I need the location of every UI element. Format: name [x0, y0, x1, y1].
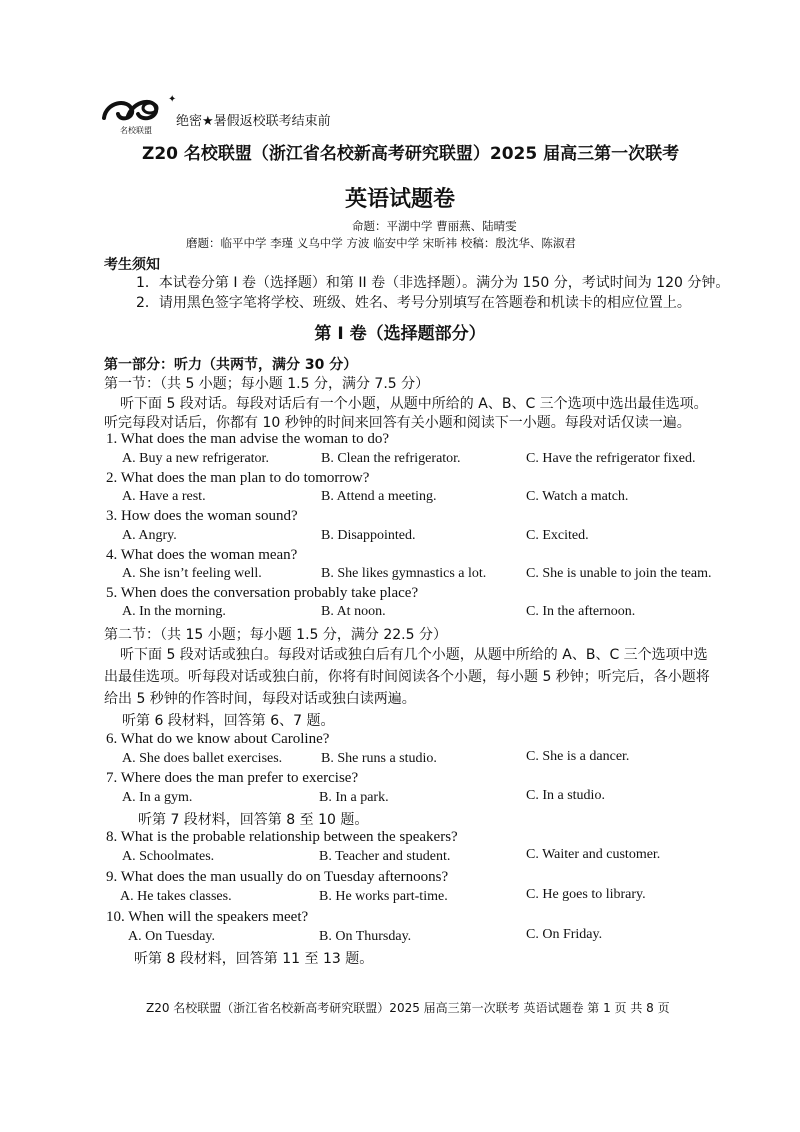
question-8: 8. What is the probable relationship between the speakers? [106, 829, 458, 845]
question-10: 10. When will the speakers meet? [106, 909, 309, 925]
section1-intro-line-1: 听下面 5 段对话。每段对话后有一个小题，从题中所给的 A、B、C 三个选项中选出最佳选项。 [120, 396, 708, 412]
listening-heading: 第一部分：听力（共两节，满分 30 分） [104, 357, 358, 373]
q4-option-c: C. She is unable to join the team. [526, 566, 712, 581]
reviewer-credits: 磨题：临平中学 李瑾 义乌中学 方波 临安中学 宋昕祎 校稿：殷沈华、陈淑君 [186, 236, 576, 250]
notice-item-2: 2．请用黑色签字笔将学校、班级、姓名、考号分别填写在答题卷和机读卡的相应位置上。 [136, 295, 691, 311]
logo-text: 名校联盟 [120, 126, 152, 135]
question-4: 4. What does the woman mean? [106, 547, 298, 563]
material-8-instruction: 听第 8 段材料，回答第 11 至 13 题。 [134, 951, 374, 967]
q8-option-c: C. Waiter and customer. [526, 847, 661, 862]
q2-option-c: C. Watch a match. [526, 489, 629, 504]
q5-option-b: B. At noon. [321, 604, 386, 619]
q10-option-b: B. On Thursday. [319, 929, 412, 944]
q3-option-b: B. Disappointed. [321, 528, 416, 543]
q4-option-b: B. She likes gymnastics a lot. [321, 566, 487, 581]
q2-option-a: A. Have a rest. [122, 489, 206, 504]
z20-league-logo [98, 92, 176, 136]
setter-credits: 命题：平湖中学 曹丽燕、陆晴雯 [352, 219, 517, 233]
q6-option-a: A. She does ballet exercises. [122, 751, 283, 766]
q8-option-a: A. Schoolmates. [122, 849, 215, 864]
q6-option-c: C. She is a dancer. [526, 749, 630, 764]
q1-option-a: A. Buy a new refrigerator. [122, 451, 269, 466]
q3-option-a: A. Angry. [122, 528, 177, 543]
q7-option-c: C. In a studio. [526, 788, 605, 803]
question-7: 7. Where does the man prefer to exercise? [106, 770, 359, 786]
q9-option-b: B. He works part-time. [319, 889, 448, 904]
q10-option-a: A. On Tuesday. [128, 929, 215, 944]
q2-option-b: B. Attend a meeting. [321, 489, 437, 504]
q10-option-c: C. On Friday. [526, 927, 603, 942]
question-3: 3. How does the woman sound? [106, 508, 298, 524]
exam-title: Z20 名校联盟（浙江省名校新高考研究联盟）2025 届高三第一次联考 [142, 144, 680, 164]
question-1: 1. What does the man advise the woman to do? [106, 431, 389, 447]
section2-intro-line-3: 给出 5 秒钟的作答时间，每段对话或独白读两遍。 [104, 691, 416, 707]
q5-option-a: A. In the morning. [122, 604, 226, 619]
section2-heading: 第二节：（共 15 小题；每小题 1.5 分，满分 22.5 分） [104, 627, 447, 643]
material-6-instruction: 听第 6 段材料，回答第 6、7 题。 [122, 713, 335, 729]
q1-option-c: C. Have the refrigerator fixed. [526, 451, 696, 466]
section1-intro-line-2: 听完每段对话后，你都有 10 秒钟的时间来回答有关小题和阅读下一小题。每段对话仅读一遍。 [104, 415, 691, 431]
q8-option-b: B. Teacher and student. [319, 849, 451, 864]
question-9: 9. What does the man usually do on Tuesday afternoons? [106, 869, 449, 885]
q3-option-c: C. Excited. [526, 528, 589, 543]
q4-option-a: A. She isn’t feeling well. [122, 566, 262, 581]
section2-intro-line-1: 听下面 5 段对话或独白。每段对话或独白后有几个小题，从题中所给的 A、B、C 三个选项中选 [120, 647, 708, 663]
q5-option-c: C. In the afternoon. [526, 604, 636, 619]
question-5: 5. When does the conversation probably take place? [106, 585, 419, 601]
section1-heading: 第一节：（共 5 小题；每小题 1.5 分，满分 7.5 分） [104, 376, 430, 392]
q9-option-a: A. He takes classes. [120, 889, 232, 904]
page-footer: Z20 名校联盟（浙江省名校新高考研究联盟）2025 届高三第一次联考 英语试题卷 第 1 页 共 8 页 [146, 1001, 670, 1015]
part-title: 第 I 卷（选择题部分） [314, 324, 486, 344]
notice-item-1: 1．本试卷分第 I 卷（选择题）和第 II 卷（非选择题）。满分为 150 分，考试时间为 120 分钟。 [136, 275, 730, 291]
notice-title: 考生须知 [104, 257, 160, 273]
confidential-label: 绝密★暑假返校联考结束前 [176, 114, 331, 129]
svg-text:✦: ✦ [168, 94, 176, 105]
question-2: 2. What does the man plan to do tomorrow? [106, 470, 370, 486]
q7-option-b: B. In a park. [319, 790, 389, 805]
q9-option-c: C. He goes to library. [526, 887, 646, 902]
q7-option-a: A. In a gym. [122, 790, 193, 805]
question-6: 6. What do we know about Caroline? [106, 731, 330, 747]
q1-option-b: B. Clean the refrigerator. [321, 451, 461, 466]
paper-subject-title: 英语试题卷 [344, 187, 455, 212]
section2-intro-line-2: 出最佳选项。听每段对话或独白前，你将有时间阅读各个小题，每小题 5 秒钟；听完后，各小题将 [104, 669, 710, 685]
q6-option-b: B. She runs a studio. [321, 751, 437, 766]
material-7-instruction: 听第 7 段材料，回答第 8 至 10 题。 [138, 812, 369, 828]
